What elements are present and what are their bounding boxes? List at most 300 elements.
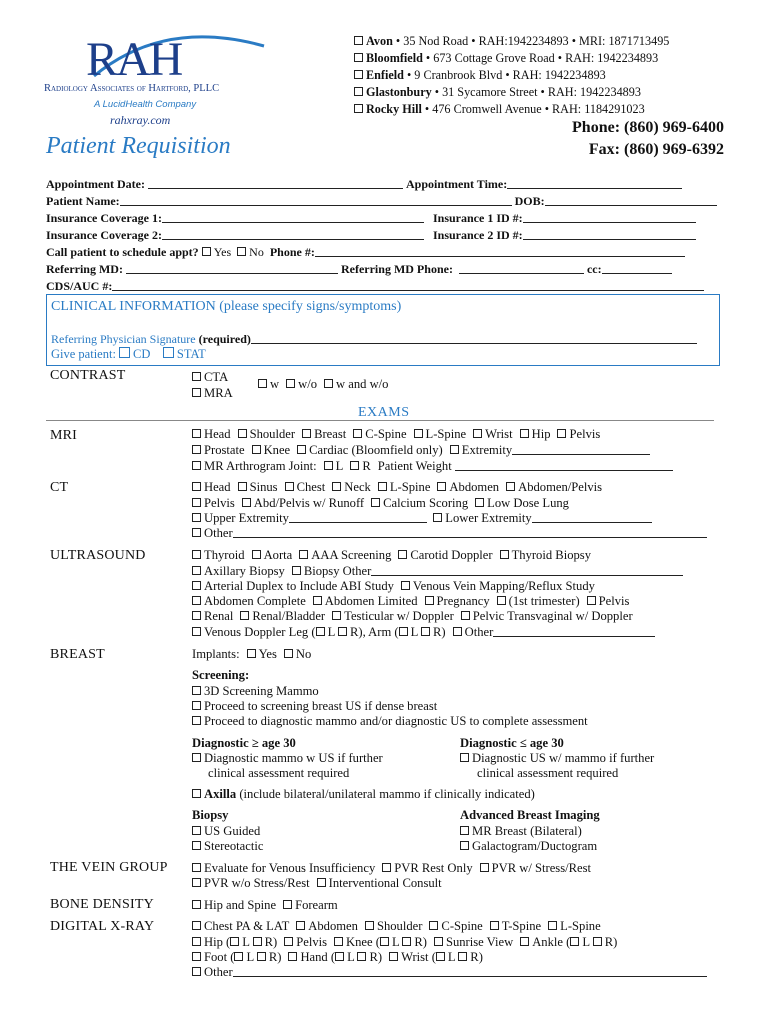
ct-option: Head xyxy=(204,480,231,494)
wrist-close: ) xyxy=(478,950,483,964)
ct-option: Neck xyxy=(344,480,371,494)
cds-field[interactable] xyxy=(112,281,704,291)
us-option: Carotid Doppler xyxy=(410,548,493,562)
us-other-label: Other xyxy=(464,625,494,639)
cc-label: cc: xyxy=(586,262,602,276)
mri-option-checkbox[interactable] xyxy=(192,429,201,438)
ct-option: Chest xyxy=(296,480,326,494)
us-option: Thyroid Biopsy xyxy=(511,548,591,562)
hip-r-label: R xyxy=(264,935,274,949)
us-option: Abdomen Complete xyxy=(204,594,306,608)
xray-option: L-Spine xyxy=(560,919,601,933)
us-option-checkbox[interactable] xyxy=(332,611,341,620)
us-row4 xyxy=(192,594,629,609)
ct-option-checkbox[interactable] xyxy=(371,498,380,507)
us-row3 xyxy=(192,579,595,594)
us-option-checkbox[interactable] xyxy=(425,596,434,605)
xray-option: C-Spine xyxy=(441,919,483,933)
bone-option-checkbox[interactable] xyxy=(283,900,292,909)
knee-checkbox[interactable] xyxy=(334,937,343,946)
adv-imaging-checkbox[interactable] xyxy=(460,841,469,850)
ct-option-checkbox[interactable] xyxy=(238,482,247,491)
patient-name-field[interactable] xyxy=(120,196,512,206)
diag-le-option-2: clinical assessment required xyxy=(477,766,619,780)
screening-checkbox[interactable] xyxy=(192,716,201,725)
mri-option-checkbox[interactable] xyxy=(414,429,423,438)
biopsy-option: Stereotactic xyxy=(204,839,264,853)
arm-l-checkbox[interactable] xyxy=(399,627,408,636)
cd-checkbox[interactable] xyxy=(119,347,130,358)
us-option: Renal xyxy=(204,609,234,623)
signature-field[interactable] xyxy=(251,334,697,344)
cta-checkbox[interactable] xyxy=(192,372,201,381)
insurance1-field[interactable] xyxy=(162,213,424,223)
phone-number: Phone: (860) 969-6400 xyxy=(572,119,724,136)
us-other-checkbox[interactable] xyxy=(453,627,462,636)
call-no-checkbox[interactable] xyxy=(237,247,246,256)
knee-l-label: L xyxy=(391,935,400,949)
mri-option-checkbox[interactable] xyxy=(450,445,459,454)
xray-row3 xyxy=(192,950,483,965)
us-option: Arterial Duplex to Include ABI Study xyxy=(204,579,394,593)
wrist-label: Wrist ( xyxy=(401,950,436,964)
w-checkbox[interactable] xyxy=(258,379,267,388)
wrist-r-checkbox[interactable] xyxy=(458,952,467,961)
stat-checkbox[interactable] xyxy=(163,347,174,358)
wrist-r-label: R xyxy=(470,950,479,964)
implants-label: Implants: xyxy=(192,647,240,661)
arm-label: ), Arm ( xyxy=(358,625,399,639)
insurance2-field[interactable] xyxy=(162,230,424,240)
cds-label: CDS/AUC #: xyxy=(46,279,113,293)
location-detail: • 35 Nod Road • RAH:1942234893 • MRI: 1871713495 xyxy=(392,34,670,48)
mri-option: L-Spine xyxy=(425,427,467,441)
implants-yes-checkbox[interactable] xyxy=(247,649,256,658)
venous-leg-label: Venous Doppler Leg ( xyxy=(204,625,316,639)
ct-option: Abd/Pelvis w/ Runoff xyxy=(253,496,365,510)
xray-other-checkbox[interactable] xyxy=(192,967,201,976)
mri-option-checkbox[interactable] xyxy=(557,429,566,438)
location-detail: • 673 Cottage Grove Road • RAH: 1942234893 xyxy=(422,51,659,65)
ankle-checkbox[interactable] xyxy=(520,937,529,946)
hip-label: Hip ( xyxy=(204,935,231,949)
ankle-label: Ankle ( xyxy=(532,935,571,949)
ankle-l-checkbox[interactable] xyxy=(570,937,579,946)
leg-r-checkbox[interactable] xyxy=(338,627,347,636)
contrast-label: CONTRAST xyxy=(50,368,126,383)
axillary-biopsy-label: Axillary Biopsy xyxy=(204,564,285,578)
axillary-biopsy-checkbox[interactable] xyxy=(192,566,201,575)
mri-option: Head xyxy=(204,427,231,441)
cc-field[interactable] xyxy=(602,264,672,274)
foot-l-checkbox[interactable] xyxy=(234,952,243,961)
upper-extremity-checkbox[interactable] xyxy=(192,513,201,522)
call-yes-label: Yes xyxy=(213,245,232,259)
xray-other-label: Other xyxy=(204,965,233,979)
sunrise-checkbox[interactable] xyxy=(434,937,443,946)
implants-no-checkbox[interactable] xyxy=(284,649,293,658)
pelvis-checkbox[interactable] xyxy=(284,937,293,946)
biopsy-other-checkbox[interactable] xyxy=(292,566,301,575)
mri-option: Hip xyxy=(531,427,551,441)
appointment-date-label: Appointment Date: xyxy=(46,177,145,191)
bone-density-label: BONE DENSITY xyxy=(50,897,154,912)
ct-option-checkbox[interactable] xyxy=(475,498,484,507)
vein-option-checkbox[interactable] xyxy=(192,878,201,887)
location-name: Bloomfield xyxy=(366,51,423,65)
mri-option-checkbox[interactable] xyxy=(520,429,529,438)
us-option: Abdomen Limited xyxy=(324,594,418,608)
us-option-checkbox[interactable] xyxy=(192,550,201,559)
xray-option-checkbox[interactable] xyxy=(296,921,305,930)
ct-option: Abdomen/Pelvis xyxy=(518,480,603,494)
ct-option-checkbox[interactable] xyxy=(378,482,387,491)
tagline: A LucidHealth Company xyxy=(94,99,197,110)
ct-option-checkbox[interactable] xyxy=(285,482,294,491)
adv-imaging-option: MR Breast (Bilateral) xyxy=(472,824,582,838)
insurance2-label: Insurance Coverage 2: xyxy=(46,228,162,242)
arthrogram-checkbox[interactable] xyxy=(192,461,201,470)
hip-r-checkbox[interactable] xyxy=(253,937,262,946)
implants-no-label: No xyxy=(295,647,312,661)
knee-l-checkbox[interactable] xyxy=(380,937,389,946)
mri-row3 xyxy=(192,459,673,474)
lower-extremity-label: Lower Extremity xyxy=(445,511,532,525)
biopsy-heading: Biopsy xyxy=(192,808,229,822)
ct-option-checkbox[interactable] xyxy=(506,482,515,491)
screening-option: 3D Screening Mammo xyxy=(204,684,319,698)
hand-l-checkbox[interactable] xyxy=(335,952,344,961)
arthro-l-label: L xyxy=(335,459,344,473)
diag-le-option: Diagnostic US w/ mammo if further xyxy=(472,751,655,765)
screening-checkbox[interactable] xyxy=(192,701,201,710)
us-option: Pelvic Transvaginal w/ Doppler xyxy=(472,609,633,623)
axilla-checkbox[interactable] xyxy=(192,789,201,798)
foot-close: ) xyxy=(277,950,282,964)
diag-ge-checkbox[interactable] xyxy=(192,753,201,762)
wwo-label: w and w/o xyxy=(336,377,389,391)
foot-checkbox[interactable] xyxy=(192,952,201,961)
location-checkbox[interactable] xyxy=(354,104,363,113)
xray-label: DIGITAL X-RAY xyxy=(50,919,155,934)
referring-md-phone-field[interactable] xyxy=(459,264,584,274)
mri-option-checkbox[interactable] xyxy=(297,445,306,454)
appointment-time-label: Appointment Time: xyxy=(406,177,508,191)
us-option-checkbox[interactable] xyxy=(500,550,509,559)
location-detail: • 31 Sycamore Street • RAH: 1942234893 xyxy=(431,85,641,99)
ct-row3 xyxy=(192,511,652,526)
fax-number: Fax: (860) 969-6392 xyxy=(588,141,724,158)
extremity-field[interactable] xyxy=(512,445,650,455)
screening-option: Proceed to diagnostic mammo and/or diagnostic US to complete assessment xyxy=(204,714,588,728)
location-checkbox[interactable] xyxy=(354,53,363,62)
diag-le-heading: Diagnostic ≤ age 30 xyxy=(460,736,564,750)
appointment-date-field[interactable] xyxy=(148,179,403,189)
location-checkbox[interactable] xyxy=(354,36,363,45)
us-option-checkbox[interactable] xyxy=(192,581,201,590)
patient-weight-field[interactable] xyxy=(455,461,673,471)
vein-option: Interventional Consult xyxy=(328,876,442,890)
implants-yes-label: Yes xyxy=(258,647,277,661)
venous-leg-checkbox[interactable] xyxy=(192,627,201,636)
location-checkbox[interactable] xyxy=(354,70,363,79)
xray-option-checkbox[interactable] xyxy=(365,921,374,930)
cta-label: CTA xyxy=(204,370,229,384)
wo-checkbox[interactable] xyxy=(286,379,295,388)
insurance1-label: Insurance Coverage 1: xyxy=(46,211,162,225)
us-option-checkbox[interactable] xyxy=(461,611,470,620)
dob-field[interactable] xyxy=(545,196,717,206)
mri-option-checkbox[interactable] xyxy=(252,445,261,454)
vein-option-checkbox[interactable] xyxy=(382,863,391,872)
mri-option-checkbox[interactable] xyxy=(353,429,362,438)
us-option-checkbox[interactable] xyxy=(587,596,596,605)
ct-row4 xyxy=(192,526,707,541)
location-name: Rocky Hill xyxy=(366,102,422,116)
referring-md-label: Referring MD: xyxy=(46,262,123,276)
mri-option-checkbox[interactable] xyxy=(192,445,201,454)
ankle-close: ) xyxy=(613,935,618,949)
mri-option: Pelvis xyxy=(569,427,601,441)
xray-option-checkbox[interactable] xyxy=(429,921,438,930)
xray-option: Abdomen xyxy=(308,919,358,933)
give-patient-label: Give patient: xyxy=(51,347,116,361)
us-option-checkbox[interactable] xyxy=(192,611,201,620)
biopsy-other-field[interactable] xyxy=(371,566,683,576)
arthro-r-label: R xyxy=(362,459,371,473)
diag-ge-option-2: clinical assessment required xyxy=(208,766,350,780)
us-other-field[interactable] xyxy=(493,627,655,637)
upper-extremity-field[interactable] xyxy=(289,513,427,523)
bone-option-checkbox[interactable] xyxy=(192,900,201,909)
page-title: Patient Requisition xyxy=(46,133,231,159)
xray-option: Shoulder xyxy=(376,919,423,933)
wo-label: w/o xyxy=(298,377,317,391)
referring-md-phone-label: Referring MD Phone: xyxy=(340,262,453,276)
sunrise-label: Sunrise View xyxy=(445,935,514,949)
adv-imaging-heading: Advanced Breast Imaging xyxy=(460,808,600,822)
biopsy-checkbox[interactable] xyxy=(192,841,201,850)
referring-md-field[interactable] xyxy=(126,264,338,274)
ct-option-checkbox[interactable] xyxy=(437,482,446,491)
knee-r-checkbox[interactable] xyxy=(402,937,411,946)
us-option: Pregnancy xyxy=(436,594,490,608)
location-detail: • 476 Cromwell Avenue • RAH: 1184291023 xyxy=(421,102,645,116)
us-option: AAA Screening xyxy=(311,548,392,562)
location-name: Enfield xyxy=(366,68,404,82)
hip-checkbox[interactable] xyxy=(192,937,201,946)
patient-name-label: Patient Name: xyxy=(46,194,120,208)
website: rahxray.com xyxy=(110,113,171,127)
mri-option: Shoulder xyxy=(249,427,296,441)
mri-option-checkbox[interactable] xyxy=(473,429,482,438)
logo-text: RAH xyxy=(86,33,182,86)
signature-label: Referring Physician Signature xyxy=(51,332,196,346)
stat-label: STAT xyxy=(176,347,206,361)
vein-option: Evaluate for Venous Insufficiency xyxy=(204,861,376,875)
mri-option: Knee xyxy=(263,443,291,457)
insurance1-id-field[interactable] xyxy=(523,213,696,223)
biopsy-checkbox[interactable] xyxy=(192,826,201,835)
location-name: Glastonbury xyxy=(366,85,432,99)
insurance2-id-label: Insurance 2 ID #: xyxy=(432,228,523,242)
us-option: (1st trimester) xyxy=(508,594,580,608)
vein-option: PVR Rest Only xyxy=(394,861,473,875)
ct-option-checkbox[interactable] xyxy=(242,498,251,507)
location-detail: • 9 Cranbrook Blvd • RAH: 1942234893 xyxy=(403,68,606,82)
hand-l-label: L xyxy=(347,950,355,964)
mri-option: Extremity xyxy=(461,443,513,457)
us-option: Venous Vein Mapping/Reflux Study xyxy=(412,579,595,593)
xray-option-checkbox[interactable] xyxy=(548,921,557,930)
xray-row1 xyxy=(192,919,601,934)
foot-label: Foot ( xyxy=(204,950,235,964)
logo xyxy=(44,28,254,128)
phone-label: Phone #: xyxy=(269,245,315,259)
screening-option: Proceed to screening breast US if dense breast xyxy=(204,699,438,713)
us-option-checkbox[interactable] xyxy=(497,596,506,605)
ct-row2 xyxy=(192,496,569,511)
vein-label: THE VEIN GROUP xyxy=(50,860,168,875)
ct-option-checkbox[interactable] xyxy=(332,482,341,491)
ct-option: Pelvis xyxy=(204,496,235,510)
hand-r-label: R xyxy=(369,950,378,964)
leg-l-label: L xyxy=(327,625,335,639)
adv-imaging-option: Galactogram/Ductogram xyxy=(472,839,598,853)
ankle-r-checkbox[interactable] xyxy=(593,937,602,946)
breast-label: BREAST xyxy=(50,647,105,662)
vein-option-checkbox[interactable] xyxy=(192,863,201,872)
ct-option-checkbox[interactable] xyxy=(192,498,201,507)
mra-checkbox[interactable] xyxy=(192,388,201,397)
us-row6 xyxy=(192,625,655,640)
arthro-l-checkbox[interactable] xyxy=(324,461,333,470)
lower-extremity-checkbox[interactable] xyxy=(433,513,442,522)
us-option-checkbox[interactable] xyxy=(401,581,410,590)
mri-option: Cardiac (Bloomfield only) xyxy=(309,443,443,457)
call-no-label: No xyxy=(249,245,264,259)
clinical-info-box[interactable] xyxy=(46,294,720,366)
ankle-r-label: R xyxy=(604,935,614,949)
insurance2-id-field[interactable] xyxy=(523,230,696,240)
hand-checkbox[interactable] xyxy=(288,952,297,961)
hand-r-checkbox[interactable] xyxy=(357,952,366,961)
upper-extremity-label: Upper Extremity xyxy=(204,511,289,525)
us-row2 xyxy=(192,564,683,579)
appointment-time-field[interactable] xyxy=(507,179,682,189)
biopsy-other-label: Biopsy Other xyxy=(303,564,372,578)
divider xyxy=(46,420,714,421)
screening-checkbox[interactable] xyxy=(192,686,201,695)
w-label: w xyxy=(270,377,280,391)
adv-imaging-checkbox[interactable] xyxy=(460,826,469,835)
arm-r-checkbox[interactable] xyxy=(421,627,430,636)
leg-l-checkbox[interactable] xyxy=(316,627,325,636)
mri-option-checkbox[interactable] xyxy=(238,429,247,438)
mri-row2 xyxy=(192,443,650,458)
bone-option: Forearm xyxy=(295,898,338,912)
mri-option-checkbox[interactable] xyxy=(302,429,311,438)
diag-le-checkbox[interactable] xyxy=(460,753,469,762)
axilla-label: Axilla xyxy=(204,787,237,801)
xray-option-checkbox[interactable] xyxy=(490,921,499,930)
lower-extremity-field[interactable] xyxy=(532,513,652,523)
call-patient-label: Call patient to schedule appt? xyxy=(46,245,199,259)
ct-other-field[interactable] xyxy=(233,528,707,538)
phone-field[interactable] xyxy=(315,247,685,257)
clinical-heading: CLINICAL INFORMATION (please specify signs/symptoms) xyxy=(51,299,402,314)
us-option: Renal/Bladder xyxy=(252,609,326,623)
wrist-checkbox[interactable] xyxy=(389,952,398,961)
ct-option: Calcium Scoring xyxy=(383,496,469,510)
knee-label: Knee ( xyxy=(346,935,380,949)
hip-l-label: L xyxy=(242,935,250,949)
ankle-l-label: L xyxy=(582,935,590,949)
arthrogram-label: MR Arthrogram Joint: xyxy=(204,459,317,473)
xray-option-checkbox[interactable] xyxy=(192,921,201,930)
foot-r-checkbox[interactable] xyxy=(257,952,266,961)
us-option-checkbox[interactable] xyxy=(299,550,308,559)
us-option: Aorta xyxy=(263,548,293,562)
location-checkbox[interactable] xyxy=(354,87,363,96)
ct-row1 xyxy=(192,480,602,495)
arthro-r-checkbox[interactable] xyxy=(350,461,359,470)
hand-close: ) xyxy=(377,950,383,964)
cd-label: CD xyxy=(133,347,151,361)
wrist-l-checkbox[interactable] xyxy=(436,952,445,961)
diag-ge-heading: Diagnostic ≥ age 30 xyxy=(192,736,296,750)
us-option-checkbox[interactable] xyxy=(192,596,201,605)
hip-l-checkbox[interactable] xyxy=(230,937,239,946)
patient-weight-label: Patient Weight xyxy=(377,459,452,473)
us-option-checkbox[interactable] xyxy=(313,596,322,605)
us-option: Testicular w/ Doppler xyxy=(344,609,454,623)
ct-option: Abdomen xyxy=(449,480,500,494)
us-option: Pelvis xyxy=(598,594,630,608)
diag-ge-option: Diagnostic mammo w US if further xyxy=(204,751,383,765)
ct-option-checkbox[interactable] xyxy=(192,482,201,491)
mra-label: MRA xyxy=(204,386,233,400)
us-option-checkbox[interactable] xyxy=(252,550,261,559)
vein-option-checkbox[interactable] xyxy=(480,863,489,872)
arm-r-label: R xyxy=(433,625,442,639)
foot-r-label: R xyxy=(268,950,278,964)
hip-close: ) xyxy=(273,935,278,949)
ct-other-label: Other xyxy=(204,526,233,540)
call-yes-checkbox[interactable] xyxy=(202,247,211,256)
signature-required: (required) xyxy=(198,332,251,346)
mri-option: Prostate xyxy=(204,443,245,457)
mri-option: Breast xyxy=(314,427,347,441)
ct-option: L-Spine xyxy=(389,480,431,494)
exams-heading: EXAMS xyxy=(358,405,410,420)
ct-option: Sinus xyxy=(249,480,278,494)
xray-option: Chest PA & LAT xyxy=(204,919,290,933)
ct-other-checkbox[interactable] xyxy=(192,528,201,537)
axilla-note: (include bilateral/unilateral mammo if clinically indicated) xyxy=(239,787,535,801)
vein-row2 xyxy=(192,876,442,891)
us-option-checkbox[interactable] xyxy=(398,550,407,559)
dob-label: DOB: xyxy=(514,194,545,208)
vein-option-checkbox[interactable] xyxy=(317,878,326,887)
xray-other-field[interactable] xyxy=(233,967,707,977)
bone-row xyxy=(192,898,338,913)
us-row1 xyxy=(192,548,591,563)
pelvis-label: Pelvis xyxy=(296,935,328,949)
wwo-checkbox[interactable] xyxy=(324,379,333,388)
us-option-checkbox[interactable] xyxy=(240,611,249,620)
knee-close: ) xyxy=(422,935,427,949)
